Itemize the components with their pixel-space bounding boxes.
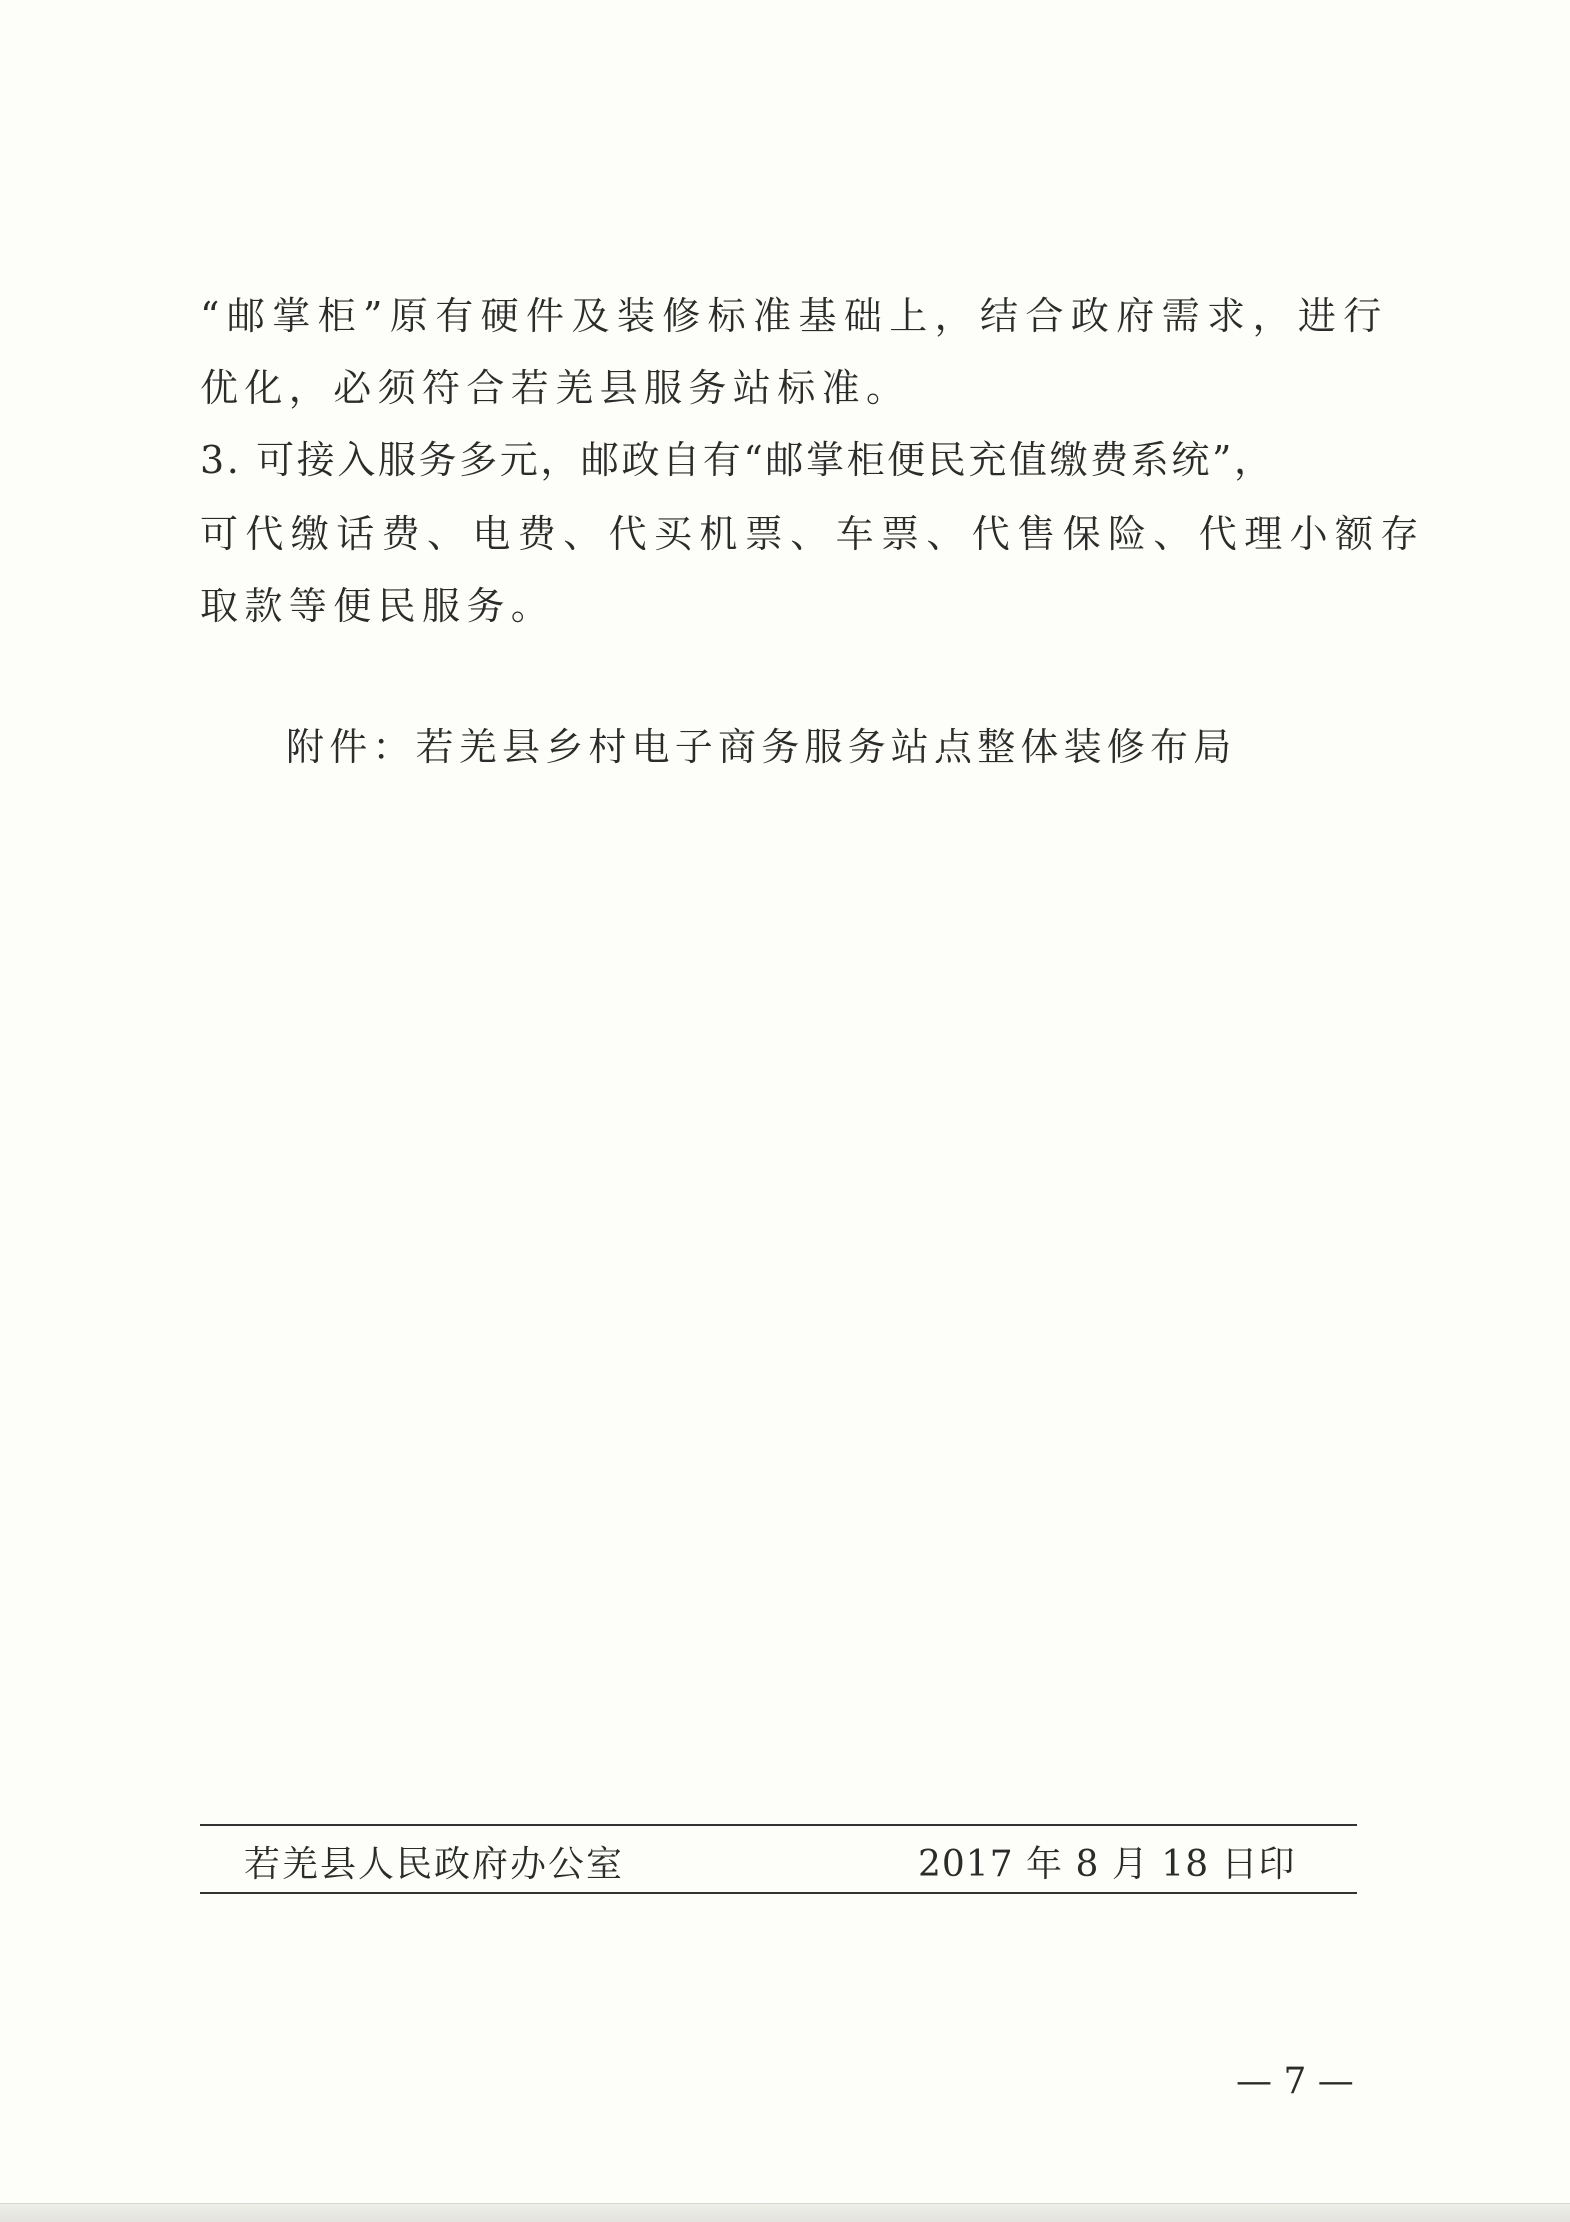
attachment-note: 附件：若羌县乡村电子商务服务站点整体装修布局 [286,725,1237,769]
print-date: 2017 年 8 月 18 日印 [918,1844,1296,1885]
body-text-line: “邮掌柜”原有硬件及装修标准基础上，结合政府需求，进行 [200,294,1389,338]
body-text-line: 可代缴话费、电费、代买机票、车票、代售保险、代理小额存 [200,512,1426,556]
body-text-line: 优化，必须符合若羌县服务站标准。 [200,366,911,410]
issuing-office: 若羌县人民政府办公室 [244,1844,625,1885]
body-text-line: 取款等便民服务。 [200,584,556,628]
footer-bottom-rule [200,1892,1357,1894]
body-text-line: 3. 可接入服务多元，邮政自有“邮掌柜便民充值缴费系统”， [200,438,1275,482]
page-number: — 7 — [1236,2061,1354,2102]
scan-edge [0,2203,1570,2222]
footer-top-rule [200,1824,1357,1826]
